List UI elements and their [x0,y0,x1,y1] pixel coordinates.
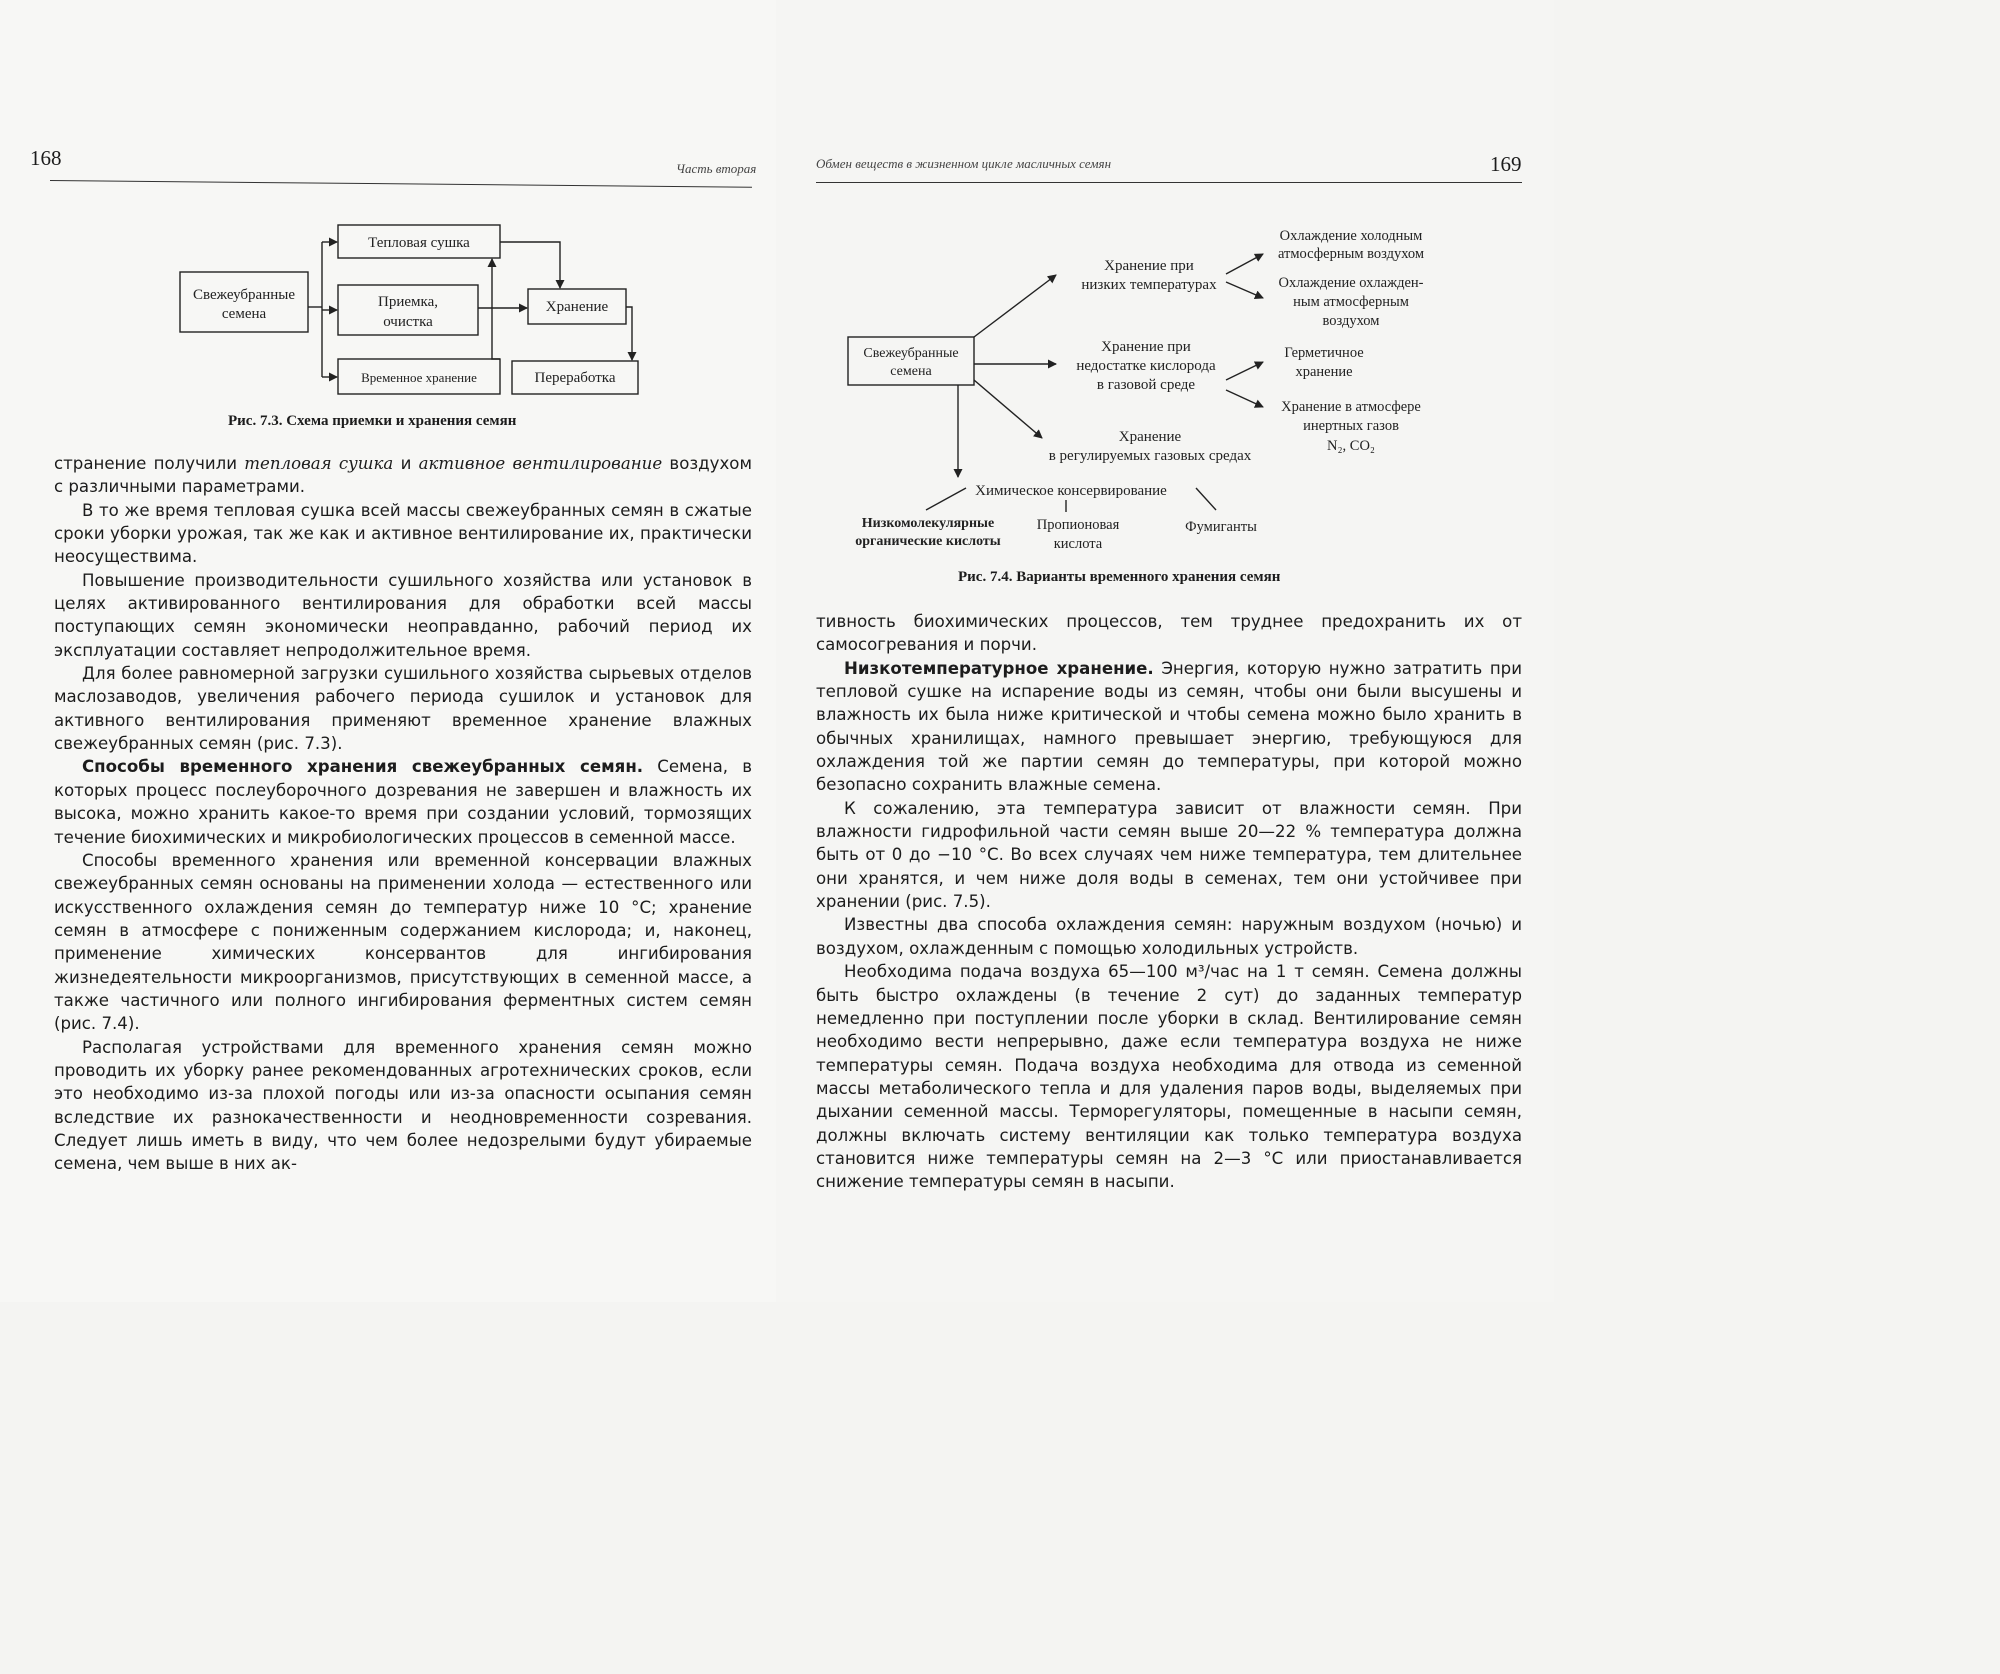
right-paragraph-5: Необходима подача воздуха 65—100 м³/час на 1 т семян. Семена должны быть быстро охлаждены (в течение 2 сут) до заданных температур немедленно при поступлении после уборки в склад. Вентилирование семян необходимо вести непрерывно, даже если температура воздуха не ниже температуры семян. Подача воздуха необходима для отвода из семенной массы метаболического тепла и для удаления паров воды, выделяемых при дыхании семенной массы. Терморегуляторы, помещенные в насыпи семян, должны включать систему вентиляции как только температура воздуха становится ниже температуры семян на 2—3 °С или приостанавливается снижение температуры семян в насыпи. [816,962,1522,1192]
fig73-reception-line1: Приемка, [378,294,438,310]
fig74-regulated-line2: в регулируемых газовых средах [1048,448,1252,464]
left-paragraph-6: Способы временного хранения или временной консервации влажных свежеубранных семян основаны на применении холода — естественного или искусственного охлаждения семян до температур ниже 10 °С; хранение семян в атмосфере с пониженным содержанием кислорода; и, наконец, применение химических консервантов для ингибирования жизнедеятельности микроорганизмов, присутствующих в семенной массе, а также частичного или полного ингибирования ферментных систем семян (рис. 7.4). [54,850,752,1034]
fig74-chemical: Химическое консервирование [975,483,1167,499]
right-paragraph-4: Известны два способа охлаждения семян: наружным воздухом (ночью) и воздухом, охлажденным с помощью холодильных устройств. [816,915,1522,958]
fig74-cooled-air-line1: Охлаждение охлажден- [1278,275,1424,291]
fig74-propionic-line1: Пропионовая [1036,517,1120,533]
fig74-hermetic-line2: хранение [1295,364,1353,380]
page-number-left: 168 [30,146,62,170]
running-head-right: Обмен веществ в жизненном цикле масличных семян [816,156,1112,171]
fig74-low-oxygen-line2: недостатке кислорода [1076,358,1216,374]
left-paragraph-1: странение получили тепловая сушка и активное вентилирование воздухом с различными параметрами. [54,454,752,497]
fig74-acids-line1: Низкомолекулярные [861,516,995,531]
fig74-low-oxygen-line3: в газовой среде [1096,377,1196,393]
fig74-low-temp-line1: Хранение при [1104,258,1194,274]
right-page [776,0,1554,1302]
fig73-reception-line2: очистка [383,314,433,330]
fig74-inert-line1: Хранение в атмосфере [1281,399,1421,415]
left-page [0,0,776,1302]
left-paragraph-2: В то же время тепловая сушка всей массы свежеубранных семян в сжатые сроки уборки урожая, так же как и активное вентилирование их, практически неосуществима. [54,500,752,567]
fig73-fresh-line2: семена [221,306,267,322]
figure-7-4 [816,212,1536,557]
fig74-inert-formula: N₂, CO₂ [1327,438,1375,454]
fig74-cold-air-line2: атмосферным воздухом [1277,246,1425,262]
fig74-acids-line2: органические кислоты [855,534,1001,549]
right-body-text [816,610,1522,1194]
fig74-fresh-line2: семена [890,364,932,379]
running-head-left: Часть вторая [676,161,757,176]
figure-7-4-caption: Рис. 7.4. Варианты временного хранения семян [958,569,1281,585]
left-body-text [54,452,752,1176]
figure-7-3 [170,215,650,405]
left-paragraph-4: Для более равномерной загрузки сушильного хозяйства сырьевых отделов маслозаводов, увеличения рабочего периода сушилок и установок для активного вентилирования применяют временное хранение влажных свежеубранных семян (рис. 7.3). [54,664,752,754]
header-rule-right [816,182,1522,183]
fig74-fumigants: Фумиганты [1185,519,1257,535]
left-paragraph-7: Располагая устройствами для временного хранения семян можно проводить их уборку ранее рекомендованных агротехнических сроков, если это необходимо из-за плохой погоды или из-за опасности осыпания семян вследствие их разнокачественности и неодновременности созревания. Следует лишь иметь в виду, что чем более недозрелыми будут убираемые семена, чем выше в них ак- [54,1037,752,1174]
fig73-storage: Хранение [545,299,609,315]
fig74-cooled-air-line3: воздухом [1322,313,1380,329]
fig74-low-oxygen-line1: Хранение при [1101,339,1191,355]
figure-7-3-caption: Рис. 7.3. Схема приемки и хранения семян [228,413,517,429]
header-rule-left [50,180,752,188]
left-paragraph-5: Способы временного хранения свежеубранных семян. Семена, в которых процесс послеуборочного дозревания не завершен и влажность их высока, можно хранить какое-то время при создании условий, тормозящих течение биохимических и микробиологических процессов в семенной массе. [54,757,752,847]
fig74-inert-line2: инертных газов [1303,418,1399,434]
fig73-temp-storage: Временное хранение [361,370,477,385]
right-paragraph-3: К сожалению, эта температура зависит от влажности семян. При влажности гидрофильной части семян выше 20—22 % температура должна быть от 0 до −10 °С. Во всех случаях чем ниже температура, тем длительнее они хранятся, и чем ниже доля воды в семенах, тем они устойчивее при хранении (рис. 7.5). [816,798,1522,912]
fig74-regulated-line1: Хранение [1118,429,1182,445]
left-paragraph-3: Повышение производительности сушильного хозяйства или установок в целях активированного вентилирования для обработки всей массы поступающих семян экономически неоправданно, рабочий период их эксплуатации составляет непродолжительное время. [54,570,752,660]
fig74-fresh-line1: Свежеубранные [863,346,959,361]
fig74-low-temp-line2: низких температурах [1081,277,1217,293]
fig73-processing: Переработка [534,370,616,386]
fig74-cold-air-line1: Охлаждение холодным [1279,228,1423,244]
fig74-cooled-air-line2: ным атмосферным [1293,294,1409,310]
right-paragraph-1: тивность биохимических процессов, тем труднее предохранить их от самосогревания и порчи. [816,612,1522,655]
fig74-propionic-line2: кислота [1053,536,1103,552]
right-paragraph-2: Низкотемпературное хранение. Энергия, которую нужно затратить при тепловой сушке на испарение воды из семян, чтобы они были высушены и влажность их была ниже критической и чтобы семена можно было хранить в обычных хранилищах, намного превышает энергию, требующуюся для охлаждения той же партии семян до температуры, при которой можно безопасно сохранить влажные семена. [816,658,1523,795]
fig73-fresh-line1: Свежеубранные [193,287,295,303]
page-number-right: 169 [1490,152,1522,176]
fig74-hermetic-line1: Герметичное [1284,345,1364,361]
fig73-drying: Тепловая сушка [368,235,470,251]
